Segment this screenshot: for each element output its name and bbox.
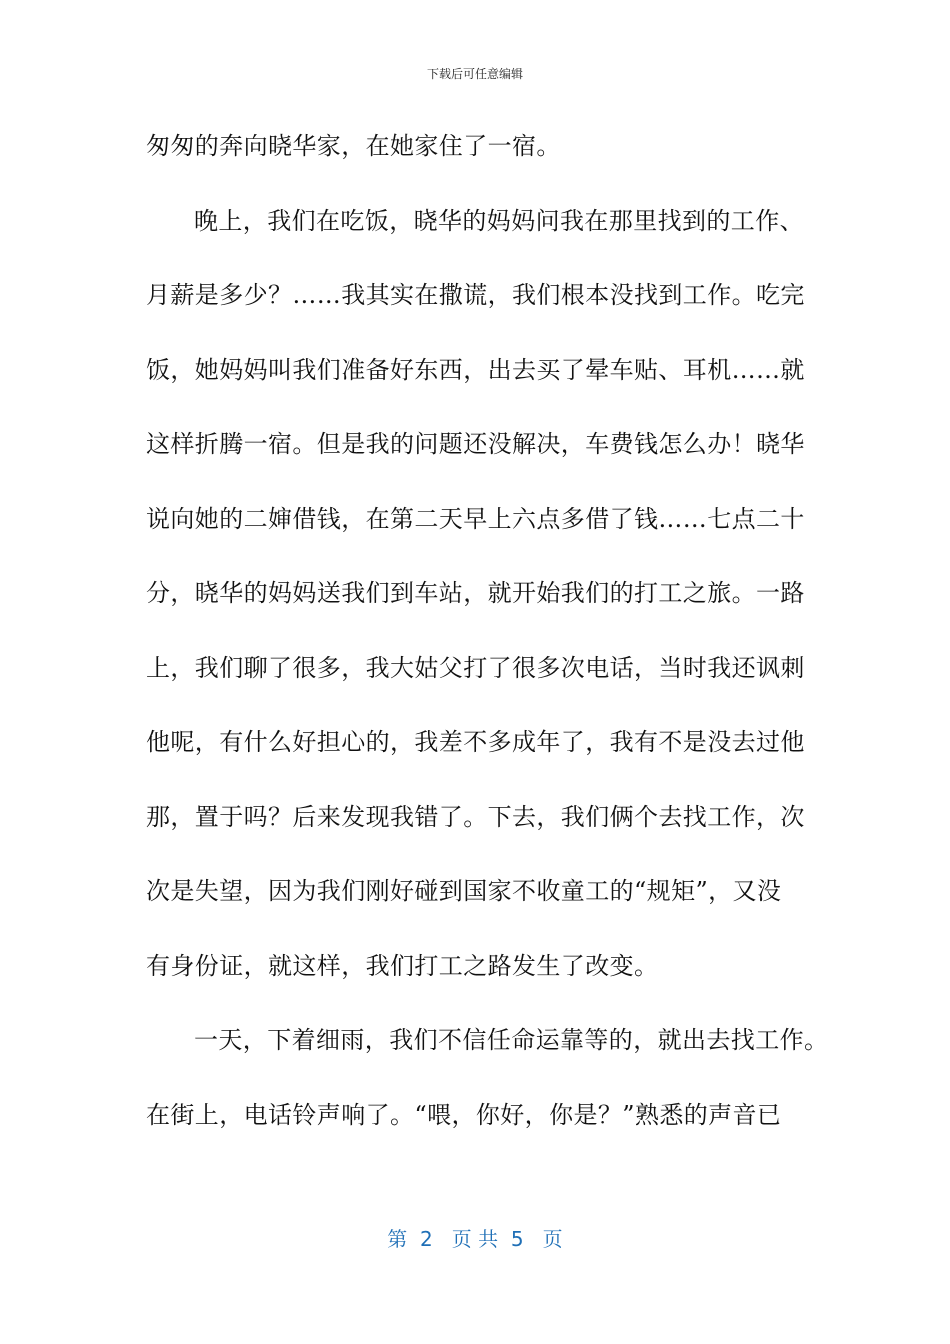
text-line: 他呢，有什么好担心的，我差不多成年了，我有不是没去过他 [146,728,805,756]
text-line: 次是失望，因为我们刚好碰到国家不收童工的“规矩”，又没 [146,877,782,905]
text-line: 匆匆的奔向晓华家，在她家住了一宿。 [146,132,561,160]
paragraph-start-line: 一天，下着细雨，我们不信任命运靠等的，就出去找工作。 [194,1026,829,1054]
text-line: 说向她的二婶借钱，在第二天早上六点多借了钱……七点二十 [146,504,805,533]
page-number-footer: 第 2 页 共 5 页 [387,1227,563,1251]
text-line: 这样折腾一宿。但是我的问题还没解决，车费钱怎么办！晓华 [146,430,805,458]
document-body [146,122,829,1165]
text-line: 在街上，电话铃声响了。“喂，你好，你是？”熟悉的声音已 [146,1100,782,1129]
text-line: 那，置于吗？后来发现我错了。下去，我们俩个去找工作，次 [146,802,805,831]
text-line: 分，晓华的妈妈送我们到车站，就开始我们的打工之旅。一路 [146,579,805,607]
paragraph-start-line: 晚上，我们在吃饭，晓华的妈妈问我在那里找到的工作、 [194,206,804,235]
text-line: 有身份证，就这样，我们打工之路发生了改变。 [146,951,659,980]
text-line: 上，我们聊了很多，我大姑父打了很多次电话，当时我还讽刺 [146,653,805,682]
page-header: 下载后可任意编辑 [426,67,523,81]
text-line: 饭，她妈妈叫我们准备好东西，出去买了晕车贴、耳机……就 [146,355,805,384]
text-line: 月薪是多少？……我其实在撒谎，我们根本没找到工作。吃完 [146,281,805,309]
